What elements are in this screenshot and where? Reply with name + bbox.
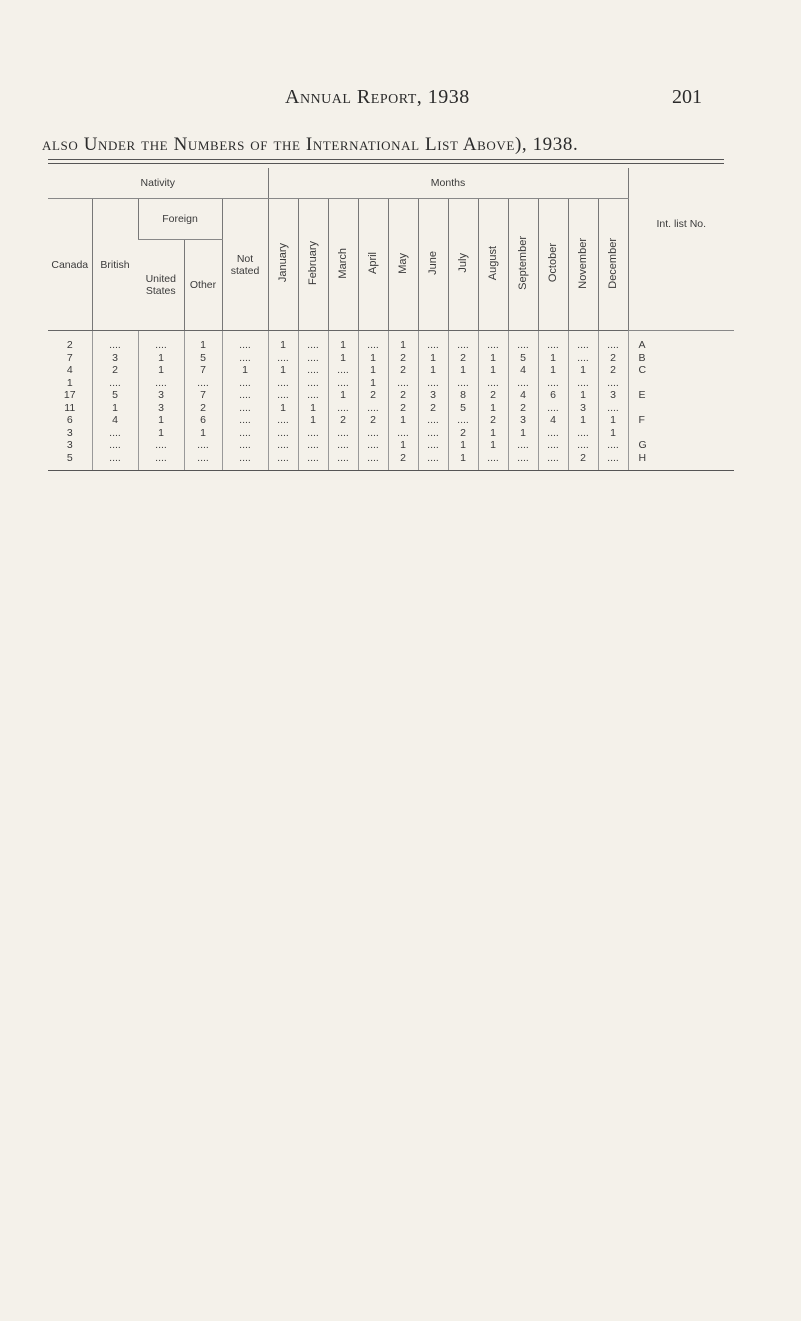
int-list-cell: H (628, 452, 734, 471)
table-cell: .... (328, 377, 358, 390)
table-cell: 1 (568, 414, 598, 427)
table-cell: .... (478, 377, 508, 390)
table-cell: 1 (268, 364, 298, 377)
table-cell: .... (418, 439, 448, 452)
table-cell: .... (184, 452, 222, 471)
table-cell: 1 (478, 352, 508, 365)
table-cell: 2 (388, 452, 418, 471)
table-cell: 2 (358, 389, 388, 402)
table-cell: .... (358, 427, 388, 440)
table-cell: 1 (448, 364, 478, 377)
table-cell: .... (388, 427, 418, 440)
table-cell: .... (328, 364, 358, 377)
table-cell: .... (328, 452, 358, 471)
month-header-july: July (448, 199, 478, 331)
not-stated-header: Not stated (222, 199, 268, 331)
table-cell: 4 (66, 364, 73, 376)
table-cell: .... (538, 427, 568, 440)
table-cell: .... (92, 377, 138, 390)
int-list-cell (628, 402, 734, 415)
table-cell: .... (268, 452, 298, 471)
table-cell: 1 (138, 352, 184, 365)
table-cell: 1 (478, 439, 508, 452)
month-header-april: April (358, 199, 388, 331)
table-cell: 1 (66, 376, 73, 389)
month-header-march: March (328, 199, 358, 331)
table-cell: 7 (66, 351, 73, 364)
table-cell: 5 (448, 402, 478, 415)
table-cell: 1 (358, 377, 388, 390)
table-cell: 2 (418, 402, 448, 415)
table-cell: .... (184, 439, 222, 452)
table-row (48, 389, 734, 402)
table-cell: .... (388, 377, 418, 390)
table-cell: .... (478, 452, 508, 471)
table-cell: 1 (598, 427, 628, 440)
table-cell: 2 (448, 352, 478, 365)
table-cell: .... (598, 452, 628, 471)
table-cell: .... (538, 452, 568, 471)
table-cell: .... (268, 414, 298, 427)
table-cell: .... (508, 377, 538, 390)
table-cell: 17 (63, 389, 76, 401)
table-cell: 7 (184, 364, 222, 377)
table-cell: 1 (478, 364, 508, 377)
table-cell: 1 (138, 427, 184, 440)
table-cell: 2 (388, 352, 418, 365)
table-cell: 1 (358, 352, 388, 365)
table-cell: 1 (388, 414, 418, 427)
top-rule (48, 159, 724, 160)
month-header-october: October (538, 199, 568, 331)
table-cell: .... (298, 439, 328, 452)
table-cell: 5 (48, 452, 92, 471)
table-cell: 7 (184, 389, 222, 402)
table-cell: 4 (538, 414, 568, 427)
table-cell: 1 (138, 364, 184, 377)
table-cell: 1 (328, 331, 358, 352)
table-cell: 1 (418, 352, 448, 365)
table-row (48, 377, 734, 390)
table-cell: 5 (92, 389, 138, 402)
month-header-november: November (568, 199, 598, 331)
table-cell: 5 (184, 352, 222, 365)
int-list-cell: G (628, 439, 734, 452)
table-cell: .... (418, 452, 448, 471)
table-row (48, 427, 734, 440)
table-cell: 1 (138, 414, 184, 427)
table-cell: .... (298, 331, 328, 352)
table-cell: .... (268, 389, 298, 402)
table-row (48, 364, 734, 377)
table-cell: 1 (418, 364, 448, 377)
table-cell: 1 (328, 389, 358, 402)
table-cell: 3 (568, 402, 598, 415)
month-header-january: January (268, 199, 298, 331)
table-cell: .... (538, 377, 568, 390)
months-header: Months (268, 168, 628, 199)
table-cell: .... (92, 331, 138, 352)
table-cell: .... (222, 389, 268, 402)
int-list-cell (628, 427, 734, 440)
table-cell: .... (508, 439, 538, 452)
month-header-september: September (508, 199, 538, 331)
table-cell: 1 (328, 352, 358, 365)
table-cell: .... (328, 402, 358, 415)
table-cell: 6 (66, 414, 73, 426)
table-cell: 1 (184, 331, 222, 352)
table-cell: .... (448, 331, 478, 352)
table-cell: 2 (598, 364, 628, 377)
table-cell: 1 (184, 427, 222, 440)
table-cell: .... (418, 331, 448, 352)
month-header-february: February (298, 199, 328, 331)
table-cell: .... (222, 402, 268, 415)
table-cell: .... (298, 389, 328, 402)
nativity-header: Nativity (48, 168, 268, 199)
int-list-cell: A (628, 331, 734, 352)
table-cell: .... (138, 377, 184, 390)
table-cell: 3 (418, 389, 448, 402)
table-cell: .... (268, 352, 298, 365)
table-cell: .... (598, 402, 628, 415)
other-header: Other (184, 240, 222, 331)
table-subtitle: also Under the Numbers of the International List Above), 1938. (42, 134, 579, 155)
table-cell: 2 (568, 452, 598, 471)
table-cell: .... (298, 352, 328, 365)
table-row (48, 331, 734, 352)
table-cell: .... (568, 352, 598, 365)
month-header-may: May (388, 199, 418, 331)
table-cell: 2 (598, 352, 628, 365)
table-cell: 2 (66, 339, 73, 351)
table-cell: 1 (388, 331, 418, 352)
table-cell: 1 (508, 427, 538, 440)
table-cell: .... (418, 414, 448, 427)
table-cell: 5 (508, 352, 538, 365)
table-cell: 2 (448, 427, 478, 440)
table-cell: .... (268, 427, 298, 440)
table-cell: 3 (66, 426, 73, 439)
table-cell: 1 (568, 364, 598, 377)
table-cell: 2 (388, 364, 418, 377)
table-cell: .... (268, 377, 298, 390)
table-cell: .... (538, 402, 568, 415)
table-cell: 8 (448, 389, 478, 402)
table-cell: 2 (388, 389, 418, 402)
table-cell: .... (328, 427, 358, 440)
table-cell: .... (138, 452, 184, 471)
month-header-december: December (598, 199, 628, 331)
table-cell: .... (568, 331, 598, 352)
table-cell: 2 (478, 414, 508, 427)
table-cell: 1 (448, 439, 478, 452)
table-cell: .... (92, 452, 138, 471)
table-cell: .... (598, 377, 628, 390)
table-cell: 3 (138, 402, 184, 415)
table-cell: .... (222, 414, 268, 427)
table-cell: 1 (538, 364, 568, 377)
table-cell: .... (298, 364, 328, 377)
int-list-cell: C (628, 364, 734, 377)
month-header-june: June (418, 199, 448, 331)
int-list-header: Int. list No. (628, 168, 734, 331)
table-cell: 2 (184, 402, 222, 415)
table-cell: 6 (184, 414, 222, 427)
table-cell: .... (508, 331, 538, 352)
statistics-table (48, 168, 734, 471)
table-cell: .... (448, 377, 478, 390)
table-cell: 3 (92, 352, 138, 365)
table-cell: 1 (568, 389, 598, 402)
int-list-cell: B (628, 352, 734, 365)
table-cell: 2 (388, 402, 418, 415)
int-list-cell: F (628, 414, 734, 427)
table-cell: 2 (328, 414, 358, 427)
table-cell: .... (418, 377, 448, 390)
table-cell: .... (222, 331, 268, 352)
table-cell: .... (568, 439, 598, 452)
table-cell: .... (598, 439, 628, 452)
table-cell: 3 (508, 414, 538, 427)
table-cell: 1 (268, 331, 298, 352)
table-row (48, 402, 734, 415)
table-cell: .... (358, 452, 388, 471)
table-cell: 2 (508, 402, 538, 415)
table-cell: .... (568, 377, 598, 390)
table-cell: .... (298, 452, 328, 471)
table-cell: .... (222, 439, 268, 452)
table-cell: .... (358, 402, 388, 415)
table-cell: 2 (358, 414, 388, 427)
table-cell: .... (138, 331, 184, 352)
table-cell: 1 (268, 402, 298, 415)
canada-header: Canada (48, 199, 92, 331)
table-cell: 1 (388, 439, 418, 452)
table-row (48, 414, 734, 427)
table-cell: .... (92, 439, 138, 452)
table-cell: 2 (92, 364, 138, 377)
month-header-august: August (478, 199, 508, 331)
top-rule-double (48, 163, 724, 164)
table-cell: 1 (298, 414, 328, 427)
table-cell: .... (268, 439, 298, 452)
table-cell: .... (92, 427, 138, 440)
table-cell: 4 (508, 364, 538, 377)
page-number: 201 (672, 86, 702, 108)
table-cell: .... (184, 377, 222, 390)
table-cell: 1 (478, 402, 508, 415)
united-states-header: United States (138, 240, 184, 331)
table-cell: 3 (66, 439, 73, 451)
table-cell: .... (328, 439, 358, 452)
table-cell: 1 (598, 414, 628, 427)
table-cell: .... (538, 439, 568, 452)
table-row (48, 452, 734, 471)
table-cell: .... (478, 331, 508, 352)
table-cell: .... (538, 331, 568, 352)
table-cell: .... (298, 377, 328, 390)
page-header (0, 86, 801, 116)
table-cell: .... (222, 452, 268, 471)
table-row (48, 352, 734, 365)
table-cell: 1 (448, 452, 478, 471)
table-cell: .... (298, 427, 328, 440)
table-cell: .... (598, 331, 628, 352)
table-cell: .... (222, 377, 268, 390)
table-cell: .... (358, 439, 388, 452)
table-cell: 3 (138, 389, 184, 402)
int-list-cell: E (628, 389, 734, 402)
table-cell: 6 (538, 389, 568, 402)
table-cell: .... (448, 414, 478, 427)
statistics-table-container (48, 168, 724, 471)
foreign-header: Foreign (138, 199, 222, 240)
british-header: British (92, 199, 138, 331)
table-cell: 4 (92, 414, 138, 427)
table-cell: 11 (64, 401, 76, 414)
table-cell: 1 (538, 352, 568, 365)
table-cell: 1 (358, 364, 388, 377)
table-body (48, 331, 734, 471)
table-cell: .... (222, 352, 268, 365)
table-cell: 2 (478, 389, 508, 402)
table-cell: .... (358, 331, 388, 352)
table-cell: .... (418, 427, 448, 440)
int-list-cell (628, 377, 734, 390)
table-cell: 4 (508, 389, 538, 402)
table-cell: 1 (298, 402, 328, 415)
table-row (48, 439, 734, 452)
table-cell: .... (222, 427, 268, 440)
running-title: Annual Report, 1938 (285, 86, 470, 108)
table-cell: .... (138, 439, 184, 452)
table-cell: .... (508, 452, 538, 471)
table-cell: 1 (478, 427, 508, 440)
table-cell: 1 (222, 364, 268, 377)
table-cell: 3 (598, 389, 628, 402)
table-cell: .... (568, 427, 598, 440)
table-cell: 1 (92, 402, 138, 415)
